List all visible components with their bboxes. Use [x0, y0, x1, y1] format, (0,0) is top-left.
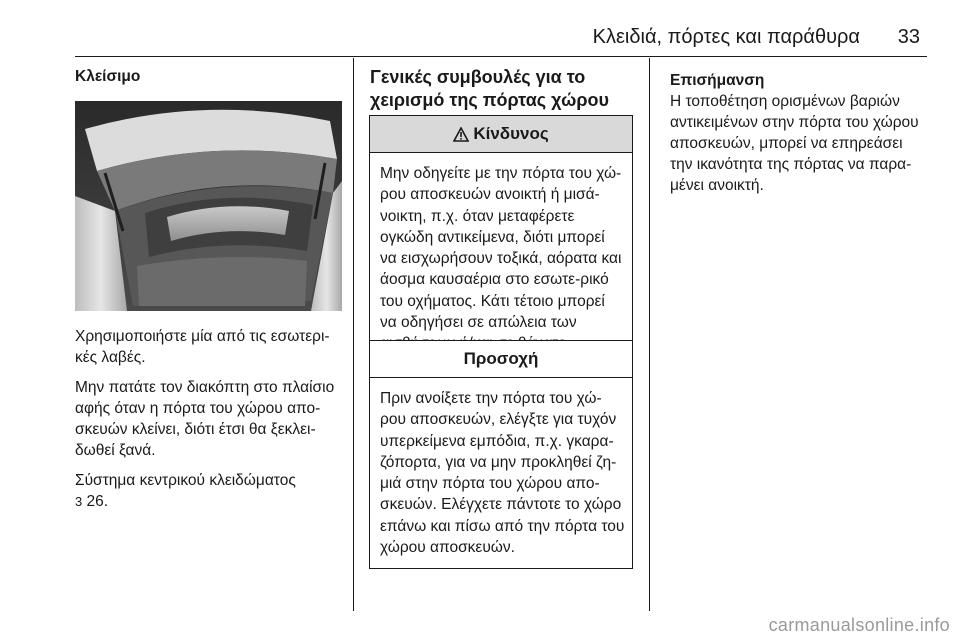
xref-page-link[interactable]: 26.	[86, 493, 109, 510]
caution-box-header	[370, 341, 632, 378]
section-heading-general-tips: Γενικές συμβουλές για το χειρισμό της πόρτας χώρου	[370, 67, 609, 110]
paragraph-use-handle: Χρησιμοποιήστε μία από τις εσωτερι-κές λαβές.	[75, 328, 330, 366]
page-number: 33	[897, 26, 920, 48]
paragraph-touchpad-warning: Μην πατάτε τον διακόπτη στο πλαίσιο αφής όταν η πόρτα του χώρου απο-σκευών κλείνει, διότι έτσι θα ξεκλει-δωθεί ξανά.	[75, 379, 335, 459]
danger-box	[369, 115, 633, 366]
column-divider-left	[353, 58, 354, 611]
caution-box-title: Προσοχή	[463, 349, 539, 368]
section-heading-note: Επισήμανση	[670, 72, 765, 89]
paragraph-note-text: Η τοποθέτηση ορισμένων βαριών αντικειμένων στην πόρτα του χώρου αποσκευών, μπορεί να επηρεάσει την ικανότητα της πόρτας να παρα-μένει ανοικτή.	[670, 93, 919, 194]
xref-arrow-icon: 3	[75, 494, 83, 509]
danger-box-text: Μην οδηγείτε με την πόρτα του χώ-ρου αποσκευών ανοικτή ή μισά-νοικτη, π.χ. όταν μεταφέρετε ογκώδη αντικείμενα, διότι μπορεί να εισχωρήσουν τοξικά, αόρατα και άοσμα καυσαέρια στο εσωτε-ρικό του οχήματος. Κάτι τέτοιο μπορεί να οδηγήσει σε απώλεια των	[380, 165, 622, 332]
tailgate-photo	[75, 101, 342, 311]
caution-box-text: Πριν ανοίξετε την πόρτα του χώ-ρου αποσκευών, ελέγξτε για τυχόν υπερκείμενα εμπόδια, π.χ. γκαρα-ζόπορτα, για να μην προκληθεί ζη-μιά στην πόρτα του χώρου απο-σκευών. Ελέγχετε πάντοτε το χώρο επάνω και πίσω από την πόρτα του χώρου αποσκευών.	[380, 390, 625, 557]
danger-box-title: Κίνδυνος	[473, 124, 549, 143]
right-column	[670, 70, 928, 205]
central-locking-label: Σύστημα κεντρικού κλειδώματος	[75, 472, 296, 489]
left-column	[75, 66, 343, 512]
paragraph-central-locking	[75, 470, 343, 512]
caution-box	[369, 340, 633, 569]
danger-box-header	[370, 116, 632, 153]
warning-triangle-icon	[453, 127, 469, 142]
page-header-title: Κλειδιά, πόρτες και παράθυρα	[592, 26, 860, 48]
column-divider-right	[649, 58, 650, 611]
section-heading-closing: Κλείσιμο	[75, 68, 141, 85]
watermark-text: carmanualsonline.info	[768, 615, 950, 635]
header-divider	[75, 56, 927, 57]
